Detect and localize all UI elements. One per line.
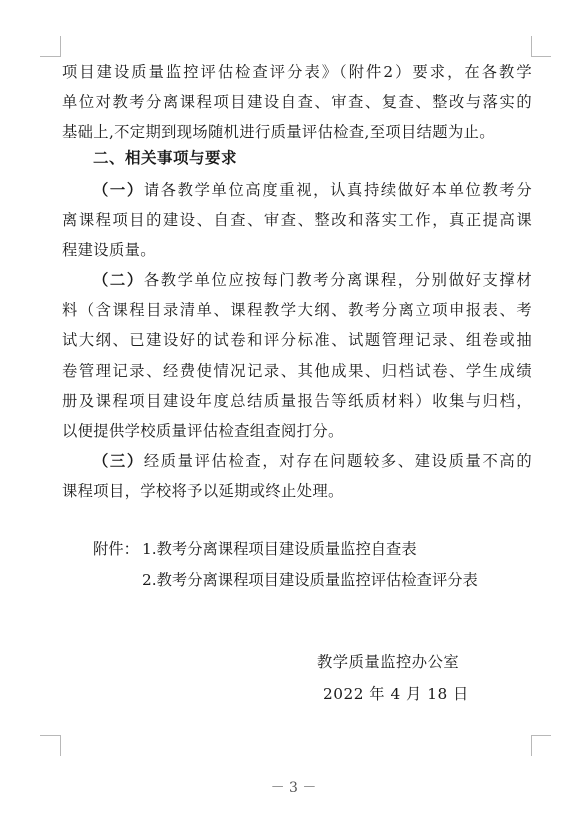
- requirement-item-2: [62, 265, 532, 446]
- text-line: 单位对教考分离课程项目建设自查、审查、复查、整改与落实的: [62, 93, 532, 112]
- attachments-label: 附件：: [93, 540, 139, 558]
- crop-mark-top-left-v: [60, 36, 61, 57]
- requirement-item-3: [62, 446, 532, 506]
- crop-mark-top-right-h: [531, 56, 551, 57]
- text-line: 卷管理记录、经费使情况记录、其他成果、归档试卷、学生成绩: [62, 361, 532, 380]
- text-line: 请各教学单位高度重视，认真持续做好本单位教考分: [143, 181, 532, 199]
- text-line: 程建设质量。: [62, 241, 156, 260]
- text-line: 离课程项目的建设、自查、审查、整改和落实工作，真正提高课: [62, 211, 532, 230]
- section-heading: 二、相关事项与要求: [93, 149, 238, 167]
- crop-mark-bottom-left-v: [60, 735, 61, 756]
- crop-mark-bottom-right-h: [531, 735, 551, 736]
- text-line: 基础上,不定期到现场随机进行质量评估检查,至项目结题为止。: [62, 123, 495, 142]
- crop-mark-bottom-left-h: [40, 735, 60, 736]
- signature-organization: 教学质量监控办公室: [317, 653, 460, 671]
- item-number: （三）: [93, 452, 144, 470]
- attachment-item-2: 2.教考分离课程项目建设质量监控评估检查评分表: [142, 571, 478, 589]
- paragraph-continuation: [62, 57, 532, 148]
- text-line: 册及课程项目建设年度总结质量报告等纸质材料）收集与归档，: [62, 391, 532, 410]
- crop-mark-top-left-h: [40, 56, 60, 57]
- text-line: 课程项目，学校将予以延期或终止处理。: [62, 482, 344, 501]
- text-line: 经质量评估检查，对存在问题较多、建设质量不高的: [143, 452, 532, 470]
- crop-mark-top-right-v: [531, 36, 532, 57]
- item-number: （二）: [93, 271, 144, 289]
- text-line: 料（含课程目录清单、课程教学大纲、教考分离立项申报表、考: [62, 301, 532, 320]
- text-line: 试大纲、已建设好的试卷和评分标准、试题管理记录、组卷或抽: [62, 331, 532, 350]
- page-number: － 3 －: [270, 780, 317, 796]
- crop-mark-bottom-right-v: [531, 735, 532, 756]
- signature-date: 2022 年 4 月 18 日: [323, 685, 469, 703]
- text-line: 项目建设质量监控评估检查评分表》（附件2）要求，在各教学: [62, 63, 532, 81]
- item-number: （一）: [93, 181, 144, 199]
- requirement-item-1: [62, 175, 532, 266]
- attachment-item-1: 1.教考分离课程项目建设质量监控自查表: [142, 540, 417, 558]
- text-line: 以便提供学校质量评估检查组查阅打分。: [62, 422, 344, 441]
- text-line: 各教学单位应按每门教考分离课程，分别做好支撑材: [143, 271, 532, 289]
